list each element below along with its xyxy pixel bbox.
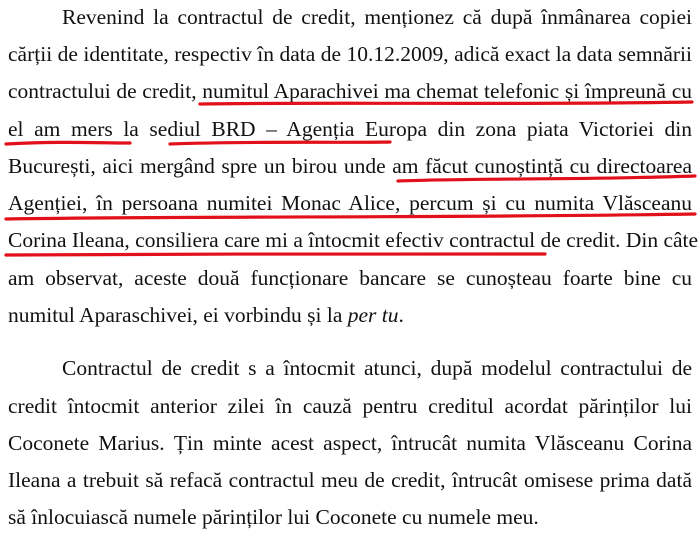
paragraph-1-line-6: Agenției, în persoana numitei Monac Alice, percum și cu numita Vlăsceanu	[8, 191, 692, 215]
paragraph-1-line-7: Corina Ileana, consiliera care mi a întocmit efectiv contractul de credit. Din câte	[8, 228, 699, 252]
paragraph-1-line-2: cărții de identitate, respectiv în data de 10.12.2009, adică exact la data semnării	[8, 42, 692, 66]
paragraph-1-line-4: el am mers la sediul BRD – Agenția Europa din zona piata Victoriei din	[8, 117, 692, 141]
paragraph-1-line-9-text: numitul Aparaschivei, ei vorbindu și la	[8, 303, 343, 327]
paragraph-2-line-5: să înlocuiască numele părinților lui Coconete cu numele meu.	[8, 505, 539, 529]
italic-phrase: per tu	[347, 303, 399, 327]
paragraph-2-line-4: Ileana a trebuit să refacă contractul meu de credit, întrucât omisese prima dată	[8, 468, 692, 492]
paragraph-2-line-3: Coconete Marius. Țin minte acest aspect, întrucât numita Vlăsceanu Corina	[8, 431, 692, 455]
paragraph-1-end-period: .	[398, 303, 404, 327]
paragraph-1-line-1: Revenind la contractul de credit, menționez că după înmânarea copiei	[62, 5, 692, 29]
paragraph-2-line-2: credit întocmit anterior zilei în cauză pentru creditul acordat părinților lui	[8, 394, 692, 418]
paragraph-1-line-9	[8, 300, 692, 330]
paragraph-1-line-5: București, aici mergând spre un birou unde am făcut cunoștință cu directoarea	[8, 154, 692, 178]
paragraph-1-line-8: am observat, aceste două funcționare bancare se cunoșteau foarte bine cu	[8, 266, 692, 290]
paragraph-2-line-1: Contractul de credit s a întocmit atunci, după modelul contractului de	[62, 356, 692, 380]
paragraph-1-line-3: contractului de credit, numitul Aparachivei ma chemat telefonic și împreună cu	[8, 79, 692, 103]
